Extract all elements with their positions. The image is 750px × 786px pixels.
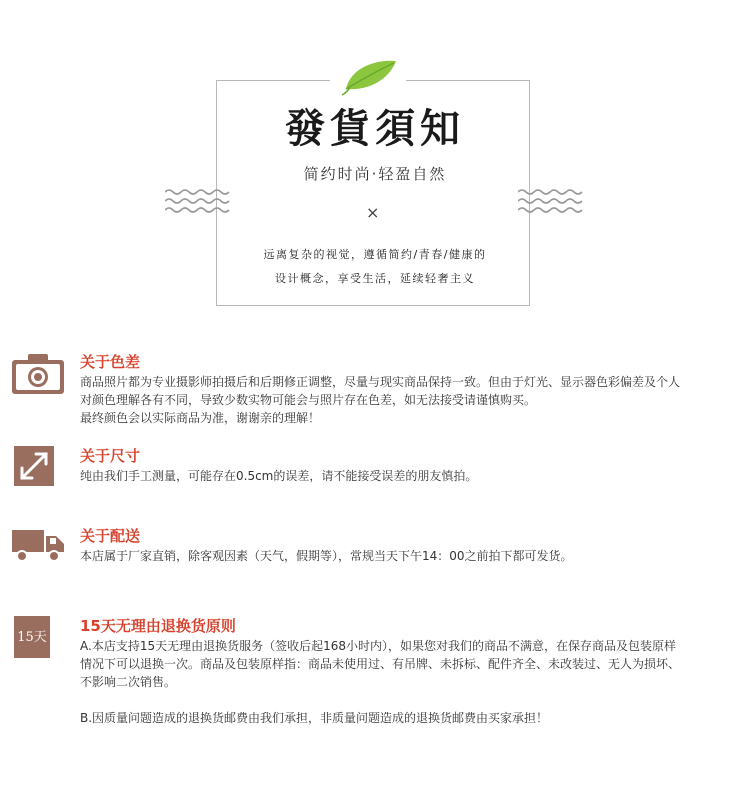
section-line: 对颜色理解各有不同，导致少数实物可能会与照片存在色差，如无法接受请谨慎购买。 [80, 393, 537, 407]
section-body [80, 547, 750, 565]
ruler-arrow-icon [12, 446, 64, 490]
section-line: A.本店支持15天无理由退换货服务（签收后起168小时内），如果您对我们的商品不满意，在保存商品及包装原样 [80, 639, 676, 653]
motto-line-2: 设计概念，享受生活，延续轻奢主义 [275, 272, 475, 285]
page-subtitle: 简约时尚·轻盈自然 [303, 165, 447, 183]
section-body [80, 637, 750, 727]
page-title: 發貨須知 [285, 105, 465, 152]
section-title: 15天无理由退换货原则 [80, 617, 236, 635]
calendar-icon-text: 15天 [17, 630, 47, 645]
wave-decoration-right [518, 187, 588, 215]
section-line: 本店属于厂家直销，除客观因素（天气，假期等），常规当天下午14：00之前拍下都可发货。 [80, 549, 573, 563]
section-title: 关于配送 [80, 527, 141, 545]
section-line: 纯由我们手工测量，可能存在0.5cm的误差，请不能接受误差的朋友慎拍。 [80, 469, 478, 483]
section-body [80, 373, 750, 427]
leaf-icon [340, 55, 400, 97]
section-line: 商品照片都为专业摄影师拍摄后和后期修正调整，尽量与现实商品保持一致。但由于灯光、显示器色彩偏差及个人 [80, 375, 681, 389]
calendar-15-icon [12, 616, 64, 660]
section-line: 不影响二次销售。 [80, 675, 177, 689]
section-line: 最终颜色会以实际商品为准，谢谢亲的理解！ [80, 411, 321, 425]
truck-icon [12, 526, 64, 570]
section-line: 情况下可以退换一次。商品及包装原样指：商品未使用过、有吊牌、未拆标、配件齐全、未改装过、无人为损坏、 [80, 657, 681, 671]
camera-icon [12, 352, 64, 396]
section-body [80, 467, 750, 485]
section-title: 关于色差 [80, 353, 141, 371]
motto-line-1: 远离复杂的视觉，遵循简约/青春/健康的 [263, 248, 487, 261]
cross-icon: × [366, 203, 380, 222]
section-title: 关于尺寸 [80, 447, 141, 465]
wave-decoration-left [165, 187, 235, 215]
section-line: B.因质量问题造成的退换货邮费由我们承担，非质量问题造成的退换货邮费由买家承担！ [80, 711, 549, 725]
